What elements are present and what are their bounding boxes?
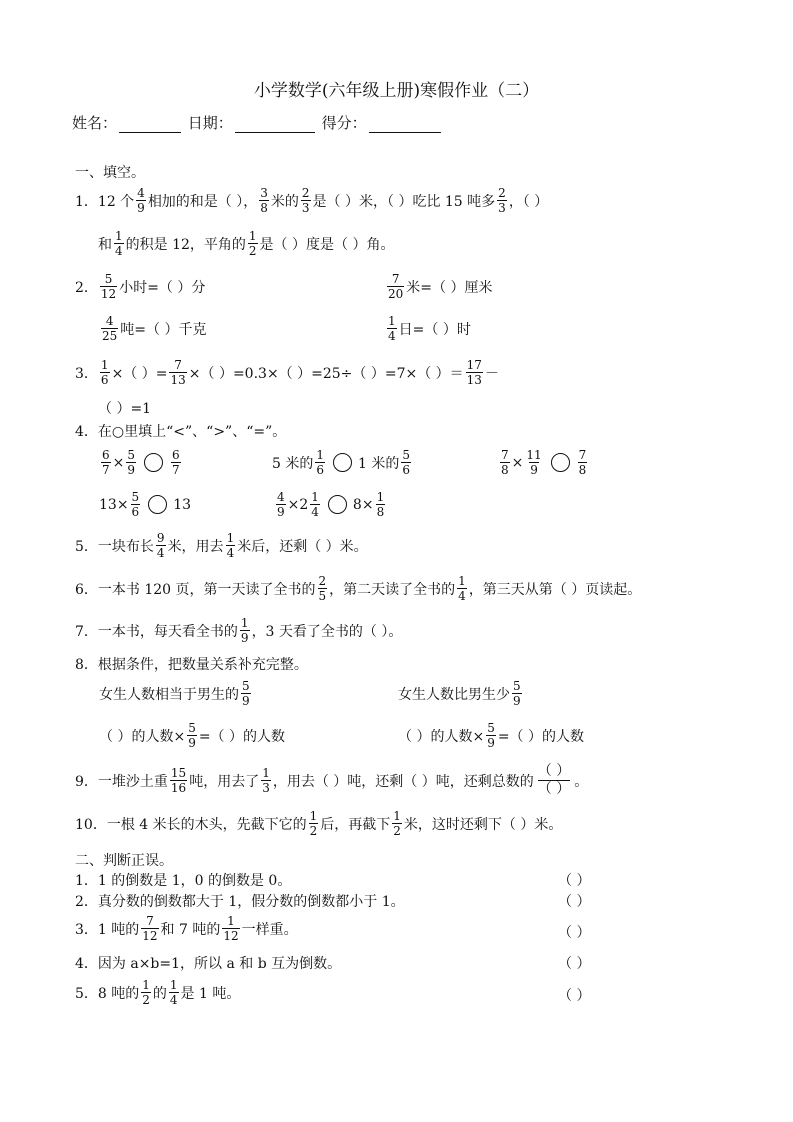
q2-text-d: 日=（ ）时	[398, 321, 471, 338]
question-3-line-1	[75, 358, 499, 387]
fraction-7-8: $\frac{7}{8}$	[578, 448, 587, 477]
question-5	[75, 531, 368, 560]
fraction-5-9: $\frac{5}{9}$	[242, 679, 250, 708]
q3-text-b: ×（ ）=	[111, 365, 168, 382]
fraction-7-8: $\frac{7}{8}$	[501, 448, 509, 477]
q1-text-e: ，（ ）	[508, 193, 549, 210]
fraction-1-2: $\frac{1}{2}$	[142, 978, 150, 1007]
q10-text-c: 米，这时还剩下（ ）米。	[403, 816, 563, 833]
q2-text-a: 小时=（ ）分	[119, 279, 206, 296]
fraction-2-3: $\frac{2}{3}$	[301, 186, 310, 215]
judge-answer-2[interactable]: （ ）	[558, 894, 591, 910]
q3-text-c: ×（ ）=0.3×（ ）=25÷（ ）=7×（ ）＝	[188, 365, 464, 382]
q1-text-f: 和	[98, 236, 112, 253]
judge-item-text: 3．1 吨的	[75, 921, 140, 938]
page-title: 小学数学(六年级上册)寒假作业（二）	[253, 81, 540, 101]
fraction-1-2: $\frac{1}{2}$	[248, 229, 257, 258]
fraction-4-9: $\frac{4}{9}$	[277, 490, 285, 519]
judge-answer-4[interactable]: （ ）	[558, 956, 591, 972]
fraction-15-16: $\frac{15}{16}$	[170, 766, 187, 795]
fraction-9-4: $\frac{9}{4}$	[156, 531, 165, 560]
q4-compare-3	[498, 448, 589, 477]
judge-item-1	[75, 870, 291, 890]
question-1-line-1	[75, 186, 548, 215]
fraction-1-9: $\frac{1}{9}$	[240, 616, 249, 645]
q8-equation-text: =（ ）的人数	[198, 728, 286, 745]
fraction-1-8: $\frac{1}{8}$	[376, 490, 385, 519]
q1-text-b: 相加的和是（ ），	[147, 193, 258, 210]
q8-condition-text: 女生人数比男生少	[398, 686, 510, 703]
q8-condition-1	[99, 679, 253, 708]
fraction-1-2: $\frac{1}{2}$	[393, 809, 401, 838]
judge-item-3	[75, 914, 298, 943]
judge-item-text: 1．1 的倒数是 1，0 的倒数是 0。	[75, 873, 292, 889]
judge-item-text: 一样重。	[241, 921, 298, 938]
question-1-line-2	[98, 229, 394, 258]
q8-equation-1	[99, 721, 285, 750]
question-6	[75, 574, 641, 603]
q3-number: 3．	[75, 365, 98, 382]
fraction-1-4: $\frac{1}{4}$	[169, 978, 178, 1007]
judge-answer-1[interactable]: （ ）	[558, 873, 591, 889]
q2-number: 2．	[75, 279, 98, 296]
q1-text-c: 米的	[270, 193, 299, 210]
judge-item-text: 2．真分数的倒数都大于 1，假分数的倒数都小于 1。	[75, 894, 405, 910]
q9-text-b: 吨，用去了	[189, 773, 260, 790]
q8-equation-text: （ ）的人数×	[398, 728, 485, 745]
fraction-4-25: $\frac{4}{25}$	[102, 314, 118, 343]
q7-text-b: ，3 天看了全书的（ ）。	[251, 623, 403, 640]
q9-text-a: 9．一堆沙土重	[75, 773, 168, 790]
times-sign: ×	[511, 454, 524, 471]
q6-text-c: ，第三天从第（ ）页读起。	[468, 581, 642, 598]
blank-fraction[interactable]: （ ） （ ）	[537, 763, 571, 797]
fraction-2-3: $\frac{2}{3}$	[498, 186, 506, 215]
q9-text-d: 。	[574, 773, 589, 790]
name-label: 姓名：	[72, 114, 118, 132]
q4-text: 13	[173, 496, 192, 513]
judge-item-text: 5．8 吨的	[75, 985, 140, 1002]
q5-text-b: 米，用去	[167, 538, 224, 555]
section-2-heading: 二、判断正误。	[75, 853, 173, 869]
q4-compare-5	[274, 490, 387, 519]
question-9	[75, 763, 588, 798]
date-blank[interactable]	[235, 116, 315, 133]
q5-text-a: 5．一块布长	[75, 538, 154, 555]
date-label: 日期：	[187, 114, 233, 132]
q4-text: 13×	[99, 496, 129, 513]
question-2-item-4	[385, 314, 471, 343]
compare-circle[interactable]	[144, 453, 163, 472]
q4-compare-2	[272, 448, 413, 477]
fraction-5-6: $\frac{5}{6}$	[131, 490, 140, 519]
question-2-item-2	[385, 272, 492, 301]
q10-text-a: 10．一根 4 米长的木头，先截下它的	[75, 816, 307, 833]
q4-text: 5 米的	[272, 455, 314, 472]
q1-text-a: 1．12 个	[75, 193, 135, 210]
q5-text-c: 米后，还剩（ ）米。	[237, 538, 368, 555]
q8-equation-2	[398, 721, 584, 750]
q4-compare-4	[99, 490, 191, 519]
q10-text-b: 后，再截下	[320, 816, 391, 833]
fraction-2-5: $\frac{2}{5}$	[318, 574, 327, 603]
fraction-3-8: $\frac{3}{8}$	[260, 186, 268, 215]
q7-text-a: 7．一本书，每天看全书的	[75, 623, 238, 640]
fraction-5-9: $\frac{5}{9}$	[127, 448, 136, 477]
fraction-5-9: $\frac{5}{9}$	[188, 721, 196, 750]
student-info-row	[72, 112, 443, 133]
fraction-7-20: $\frac{7}{20}$	[388, 272, 404, 301]
question-10	[75, 809, 562, 838]
q4-text: ×2	[287, 496, 309, 513]
judge-item-2	[75, 891, 405, 911]
judge-item-text: 4．因为 a×b=1，所以 a 和 b 互为倒数。	[75, 956, 342, 972]
fraction-7-12: $\frac{7}{12}$	[142, 914, 158, 943]
q4-text: 8×	[352, 496, 374, 513]
q2-text-c: 吨=（ ）千克	[120, 321, 207, 338]
judge-answer-3[interactable]: （ ）	[558, 925, 591, 941]
fraction-6-7: $\frac{6}{7}$	[172, 448, 180, 477]
compare-circle[interactable]	[551, 453, 570, 472]
judge-item-text: 是 1 吨。	[180, 985, 241, 1002]
question-2-item-1	[75, 272, 205, 301]
compare-circle[interactable]	[328, 495, 347, 514]
fraction-5-12: $\frac{5}{12}$	[100, 272, 117, 301]
fraction-4-9: $\frac{4}{9}$	[137, 186, 145, 215]
compare-circle[interactable]	[148, 495, 167, 514]
q3-text-e: （ ）=1	[98, 401, 152, 417]
judge-item-text: 的	[152, 985, 167, 1002]
fraction-1-4: $\frac{1}{4}$	[115, 229, 123, 258]
fraction-5-6: $\frac{5}{6}$	[402, 448, 410, 477]
fraction-1-2: $\frac{1}{2}$	[309, 809, 318, 838]
question-8-heading	[75, 654, 308, 674]
times-sign: ×	[112, 454, 125, 471]
q8-condition-text: 女生人数相当于男生的	[99, 686, 239, 703]
section-1-heading: 一、填空。	[75, 165, 145, 181]
score-blank[interactable]	[369, 116, 441, 133]
fraction-1-3: $\frac{1}{3}$	[262, 766, 270, 795]
q6-text-a: 6．一本书 120 页，第一天读了全书的	[75, 581, 316, 598]
q4-compare-1	[99, 448, 183, 477]
q4-heading-text: 4．在○里填上“<”、“>”、“=”。	[75, 424, 287, 440]
fraction-1-4: $\frac{1}{4}$	[311, 490, 319, 519]
q2-text-b: 米=（ ）厘米	[406, 279, 493, 296]
fraction-1-4: $\frac{1}{4}$	[388, 314, 396, 343]
judge-item-4	[75, 953, 341, 973]
compare-circle[interactable]	[333, 453, 352, 472]
name-blank[interactable]	[119, 116, 181, 133]
fraction-7-13: $\frac{7}{13}$	[170, 358, 186, 387]
question-4-heading	[75, 421, 286, 441]
fraction-5-9: $\frac{5}{9}$	[513, 679, 521, 708]
q6-text-b: ，第二天读了全书的	[329, 581, 456, 598]
fraction-1-12: $\frac{1}{12}$	[223, 914, 239, 943]
q8-heading-text: 8．根据条件，把数量关系补充完整。	[75, 657, 308, 673]
question-2-item-3	[99, 314, 206, 343]
fraction-5-9: $\frac{5}{9}$	[487, 721, 495, 750]
q9-text-c: ，用去（ ）吨，还剩（ ）吨，还剩总数的	[272, 773, 534, 790]
question-7	[75, 616, 402, 645]
judge-item-text: 和 7 吨的	[160, 921, 221, 938]
q8-equation-text: =（ ）的人数	[497, 728, 585, 745]
fraction-1-6: $\frac{1}{6}$	[316, 448, 324, 477]
score-label: 得分：	[321, 114, 367, 132]
q1-text-d: 是（ ）米，（ ）吃比 15 吨多	[312, 193, 496, 210]
question-3-line-2	[98, 398, 151, 418]
judge-item-5	[75, 978, 240, 1007]
judge-answer-5[interactable]: （ ）	[558, 988, 591, 1004]
q4-text: 1 米的	[358, 455, 400, 472]
fraction-1-6: $\frac{1}{6}$	[100, 358, 109, 387]
q8-condition-2	[398, 679, 524, 708]
fraction-1-4: $\frac{1}{4}$	[226, 531, 235, 560]
fraction-11-9: $\frac{11}{9}$	[526, 448, 542, 477]
q8-equation-text: （ ）的人数×	[99, 728, 186, 745]
q1-text-g: 的积是 12，平角的	[125, 236, 246, 253]
fraction-17-13: $\frac{17}{13}$	[466, 358, 482, 387]
fraction-1-4: $\frac{1}{4}$	[458, 574, 466, 603]
fraction-6-7: $\frac{6}{7}$	[102, 448, 110, 477]
q1-text-h: 是（ ）度是（ ）角。	[259, 236, 395, 253]
q3-text-d: －	[484, 365, 499, 382]
